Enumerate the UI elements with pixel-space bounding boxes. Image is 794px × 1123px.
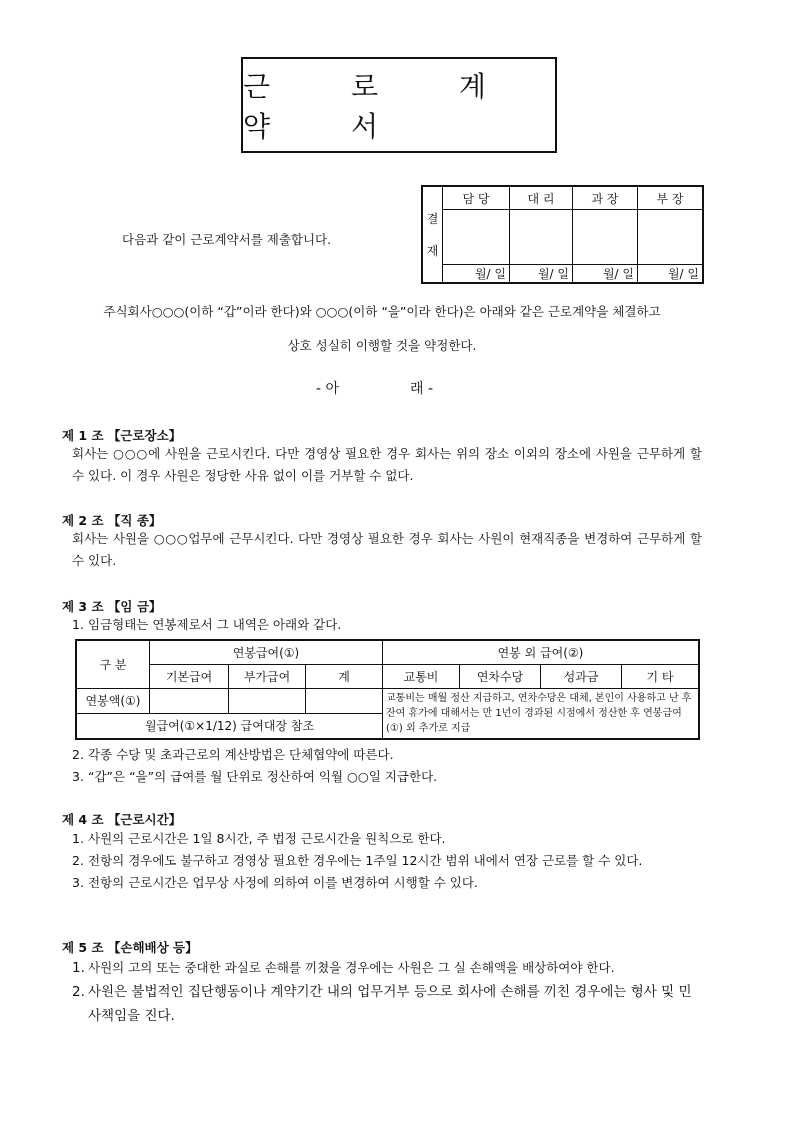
wage-sub-extra: 부가급여 bbox=[229, 665, 306, 689]
preamble-line-1: 주식회사○○○(이하 “갑”이라 한다)와 ○○○(이하 “을”이라 한다)은 아래와 같은 근로계약을 체결하고 bbox=[103, 304, 661, 319]
approval-sign-cell[interactable] bbox=[510, 210, 573, 265]
approval-side-label bbox=[422, 186, 443, 283]
wage-table bbox=[75, 639, 700, 740]
approval-header: 부 장 bbox=[638, 186, 704, 210]
approval-table bbox=[421, 185, 704, 284]
approval-header: 대 리 bbox=[510, 186, 573, 210]
document-title-box bbox=[241, 57, 557, 153]
intro-text: 다음과 같이 근로계약서를 제출합니다. bbox=[122, 232, 332, 247]
wage-sub-etc: 기 타 bbox=[622, 665, 700, 689]
approval-header: 과 장 bbox=[573, 186, 638, 210]
item-number: 2. bbox=[72, 984, 85, 1000]
item-text: 사원의 고의 또는 중대한 과실로 손해를 끼쳤을 경우에는 사원은 그 실 손해액을 배상하여야 한다. bbox=[88, 960, 615, 975]
wage-sub-base: 기본급여 bbox=[150, 665, 229, 689]
approval-date: 월/ 일 bbox=[573, 265, 638, 284]
item-text: 각종 수당 및 초과근로의 계산방법은 단체협약에 따른다. bbox=[88, 747, 394, 762]
section-heading-right: 래 - bbox=[410, 381, 434, 397]
wage-sub-transport: 교통비 bbox=[383, 665, 460, 689]
wage-sub-bonus: 성과금 bbox=[541, 665, 622, 689]
article-4-title: 제 4 조 【근로시간】 bbox=[62, 812, 182, 827]
wage-note: 교통비는 매월 정산 지급하고, 연차수당은 대체, 본인이 사용하고 난 후 잔여 휴가에 대해서는 만 1년이 경과된 시점에서 정산한 후 연봉급여(①) 외 추가로 지급 bbox=[383, 689, 700, 740]
article-5-title: 제 5 조 【손해배상 등】 bbox=[62, 940, 198, 955]
wage-cell[interactable] bbox=[150, 689, 229, 714]
item-number: 2. bbox=[72, 747, 84, 762]
article-2-body: 회사는 사원을 ○○○업무에 근무시킨다. 다만 경영상 필요한 경우 회사는 사원이 현재직종을 변경하여 근무하게 할 수 있다. bbox=[72, 531, 702, 568]
wage-other-group: 연봉 외 급여(②) bbox=[383, 640, 700, 665]
approval-date: 월/ 일 bbox=[443, 265, 510, 284]
item-text: 전항의 경우에도 불구하고 경영상 필요한 경우에는 1주일 12시간 범위 내에서 연장 근로를 할 수 있다. bbox=[88, 853, 643, 868]
item-number: 2. bbox=[72, 853, 84, 868]
wage-sub-leave: 연차수당 bbox=[460, 665, 541, 689]
item-text: “갑”은 “을”의 급여를 월 단위로 정산하여 익월 ○○일 지급한다. bbox=[88, 769, 438, 784]
approval-sign-cell[interactable] bbox=[443, 210, 510, 265]
article-1-body: 회사는 ○○○에 사원을 근로시킨다. 다만 경영상 필요한 경우 회사는 위의 장소 이외의 장소에 사원을 근무하게 할 수 있다. 이 경우 사원은 정당한 사유 없이 이를 거부할 수 없다. bbox=[72, 446, 702, 483]
item-text: 사원의 근로시간은 1일 8시간, 주 법정 근로시간을 원칙으로 한다. bbox=[88, 831, 446, 846]
section-heading-left: - 아 bbox=[316, 381, 340, 397]
article-2-title: 제 2 조 【직 종】 bbox=[62, 513, 162, 528]
wage-row-monthly: 월급여(①×1/12) 급여대장 참조 bbox=[76, 713, 383, 739]
approval-date: 월/ 일 bbox=[510, 265, 573, 284]
approval-sign-cell[interactable] bbox=[638, 210, 704, 265]
article-1-title: 제 1 조 【근로장소】 bbox=[62, 428, 182, 443]
article-3-title: 제 3 조 【임 금】 bbox=[62, 599, 162, 614]
wage-sub-total: 계 bbox=[306, 665, 383, 689]
wage-cell[interactable] bbox=[306, 689, 383, 714]
document-title: 근 로 계 약 서 bbox=[243, 70, 522, 143]
article-3-list bbox=[72, 744, 702, 788]
preamble-line-2: 상호 성실히 이행할 것을 약정한다. bbox=[287, 338, 477, 353]
item-number: 1. bbox=[72, 831, 84, 846]
approval-sign-cell[interactable] bbox=[573, 210, 638, 265]
wage-cell[interactable] bbox=[229, 689, 306, 714]
wage-category-header: 구 분 bbox=[76, 640, 150, 689]
item-text: 사원은 불법적인 집단행동이나 계약기간 내의 업무거부 등으로 회사에 손해를 끼친 경우에는 형사 및 민사책임을 진다. bbox=[88, 984, 692, 1024]
item-number: 1. bbox=[72, 960, 85, 976]
wage-annual-group: 연봉급여(①) bbox=[150, 640, 383, 665]
approval-date: 월/ 일 bbox=[638, 265, 704, 284]
approval-header: 담 당 bbox=[443, 186, 510, 210]
article-4-list bbox=[72, 828, 702, 894]
approval-side-2: 재 bbox=[426, 243, 439, 258]
article-3-item bbox=[72, 614, 702, 636]
item-number: 3. bbox=[72, 769, 84, 784]
item-text: 전항의 근로시간은 업무상 사정에 의하여 이를 변경하여 시행할 수 있다. bbox=[88, 875, 478, 890]
item-text: 임금형태는 연봉제로서 그 내역은 아래와 같다. bbox=[88, 617, 342, 632]
wage-row-annual: 연봉액(①) bbox=[76, 689, 150, 714]
item-number: 3. bbox=[72, 875, 84, 890]
item-number: 1. bbox=[72, 617, 84, 632]
article-5-list bbox=[72, 956, 702, 1028]
approval-side-1: 결 bbox=[426, 211, 439, 226]
